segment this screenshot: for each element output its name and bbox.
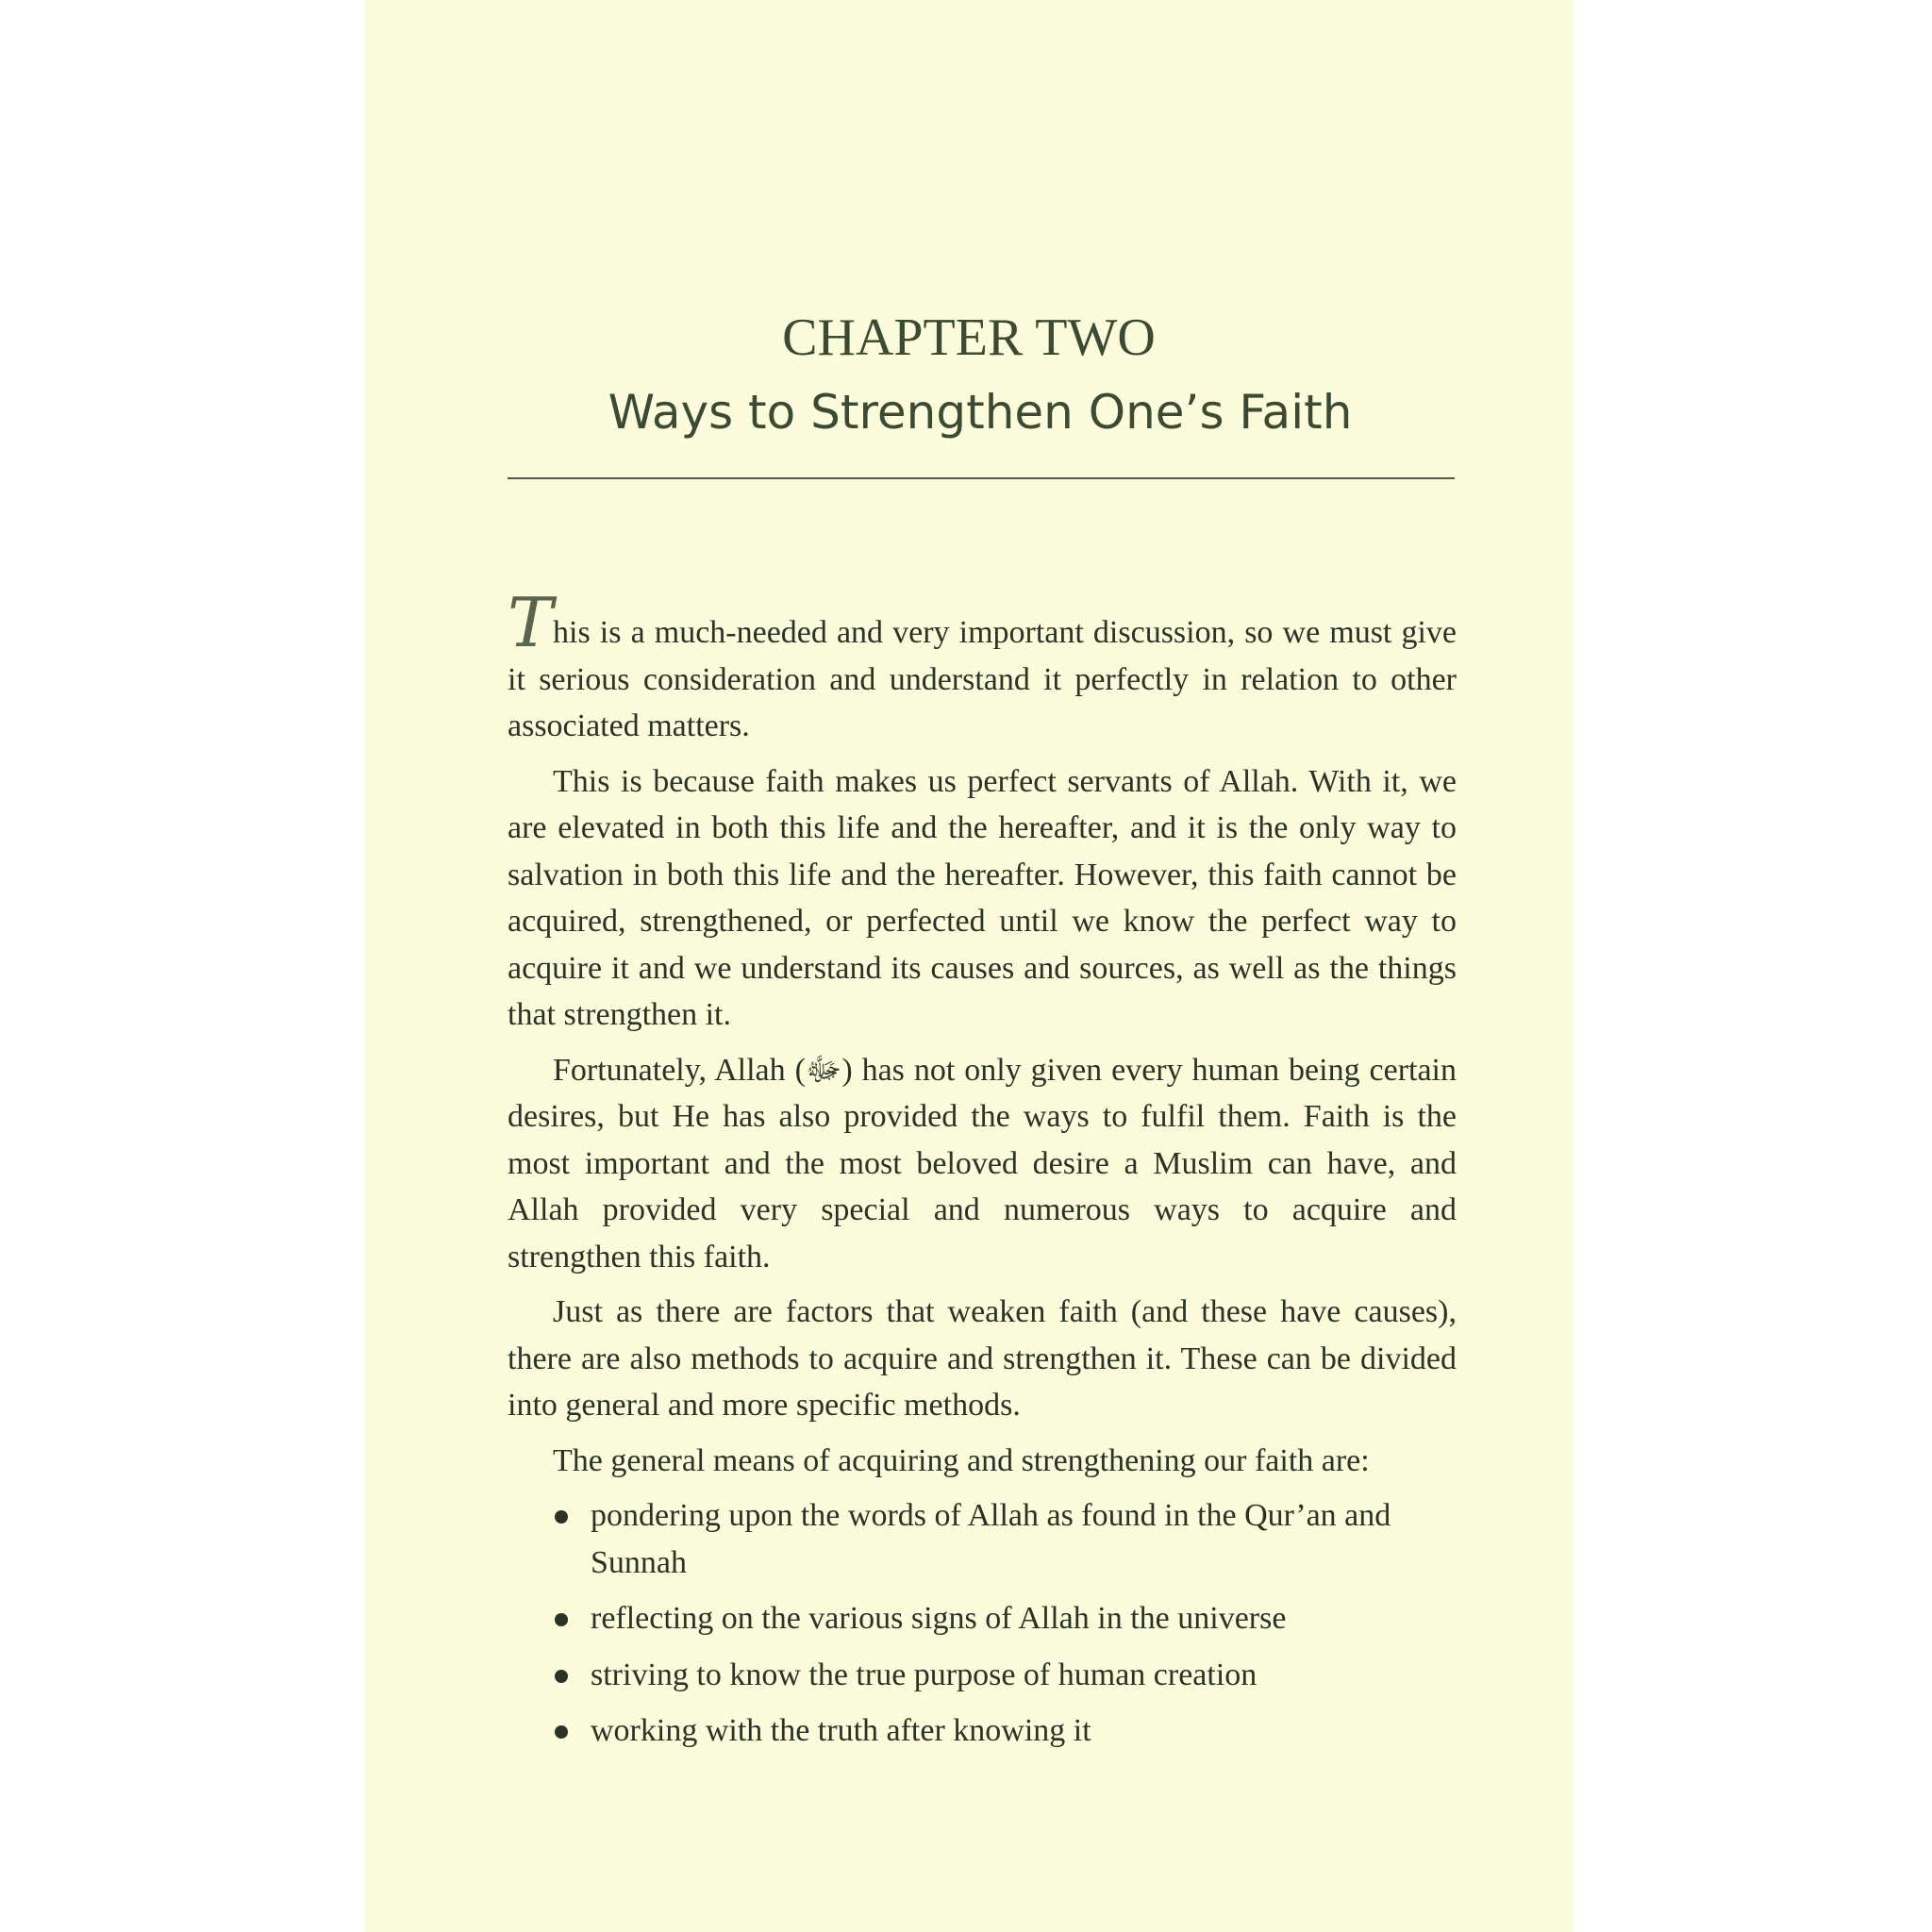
paragraph: Just as there are factors that weaken faith (and these have causes), there are also methods to acquire and strengthen it. These can be divided into general and more specific methods. (508, 1294, 1457, 1423)
list-item-text: working with the truth after knowing it (591, 1713, 1091, 1748)
bullet-icon (555, 1510, 568, 1524)
drop-cap: T (508, 583, 554, 662)
intro-text: his is a much-needed and very important discussion, so we must give it serious consideration and understand it perfectly in relation to other associated matters. (508, 615, 1457, 743)
general-means-list (508, 1492, 1457, 1755)
list-item-text: pondering upon the words of Allah as found in the Qur’an and Sunnah (591, 1498, 1391, 1580)
list-item (508, 1595, 1457, 1642)
bullet-icon (555, 1670, 568, 1683)
bullet-icon (555, 1725, 568, 1739)
list-item-text: reflecting on the various signs of Allah in the universe (591, 1601, 1287, 1636)
paragraph: Fortunately, Allah (ﷻ) has not only given every human being certain desires, but He has also provided the ways to fulfil them. Faith is the most important and the most beloved desire a Muslim can have, and Allah provided very special and numerous ways to acquire and strengthen this faith. (508, 1052, 1457, 1274)
list-item (508, 1492, 1457, 1586)
chapter-label: CHAPTER TWO (782, 308, 1156, 367)
paragraph: The general means of acquiring and strengthening our faith are: (553, 1442, 1370, 1478)
chapter-title: Ways to Strengthen One’s Faith (608, 385, 1353, 440)
chapter-body (508, 583, 1457, 1764)
intro-paragraph (508, 583, 1457, 750)
title-divider (508, 477, 1455, 479)
list-item-text: striving to know the true purpose of human creation (591, 1657, 1257, 1692)
list-item (508, 1707, 1457, 1755)
list-item (508, 1652, 1457, 1699)
book-page (364, 0, 1574, 1932)
bullet-icon (555, 1613, 568, 1626)
paragraph: This is because faith makes us perfect servants of Allah. With it, we are elevated in both this life and the hereafter, and it is the only way to salvation in both this life and the hereafter. However, this faith cannot be acquired, strengthened, or perfected until we know the perfect way to acquire it and we understand its causes and sources, as well as the things that strengthen it. (508, 763, 1457, 1032)
